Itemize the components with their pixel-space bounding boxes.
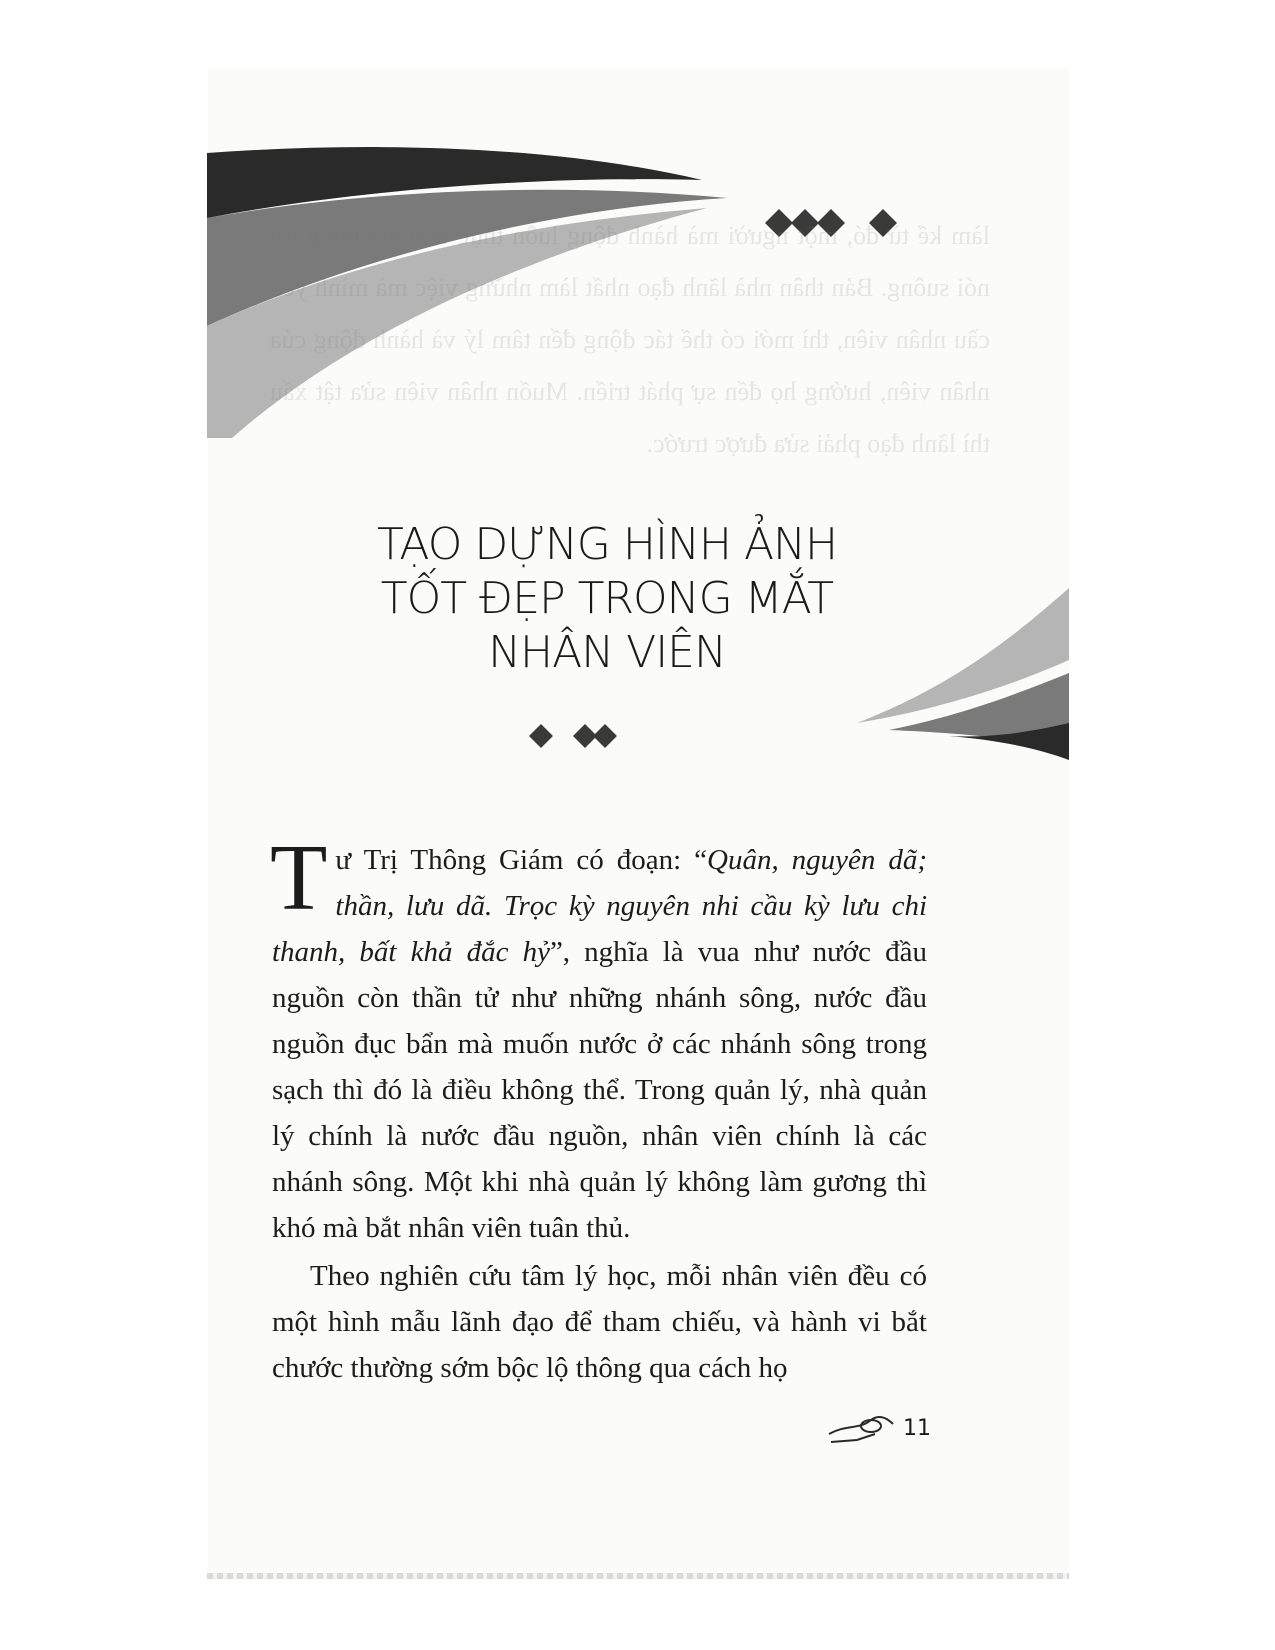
classical-quote: Quân, nguyên dã; thần, lưu dã. Trọc kỳ nguyên nhi cầu kỳ lưu chi thanh, bất khả đắc hỷ — [272, 844, 927, 968]
drop-cap: T — [270, 826, 328, 930]
paragraph-1-rest: ”, nghĩa là vua như nước đầu nguồn còn thần tử như những nhánh sông, nước đầu nguồn đục bẩn mà muốn nước ở các nhánh sông trong sạch thì đó là điều không thể. Trong quản lý, nhà quản lý chính là nước đầu nguồn, nhân viên chính là các nhánh sông. Một khi nhà quản lý không làm gương thì khó mà bắt nhân viên tuân thủ. — [272, 936, 927, 1244]
paragraph-2: Theo nghiên cứu tâm lý học, mỗi nhân viên đều có một hình mẫu lãnh đạo để tham chiếu, và hành vi bắt chước thường sớm bộc lộ thông qua cách họ — [272, 1260, 927, 1384]
bottom-swoosh-light — [857, 588, 1069, 723]
paragraph-1-intro: ư Trị Thông Giám có đoạn: “ — [335, 844, 707, 876]
page-bottom-edge — [207, 1573, 1069, 1579]
top-swoosh-light — [207, 208, 707, 438]
body-text — [270, 826, 927, 1391]
bottom-swoosh-dark — [949, 723, 1069, 760]
top-diamonds-icon — [765, 209, 897, 237]
paragraph-1 — [270, 826, 927, 1251]
page-number-ornament-icon — [829, 1417, 893, 1442]
page-number: 11 — [903, 1416, 931, 1441]
title-diamonds-icon — [529, 724, 617, 748]
top-swoosh-dark — [207, 147, 702, 218]
bottom-swoosh-mid — [889, 673, 1069, 748]
chapter-title: TẠO DỰNG HÌNH ẢNH TỐT ĐẸP TRONG MẮT NHÂN VIÊN — [376, 519, 838, 678]
top-swoosh-mid — [207, 190, 727, 326]
